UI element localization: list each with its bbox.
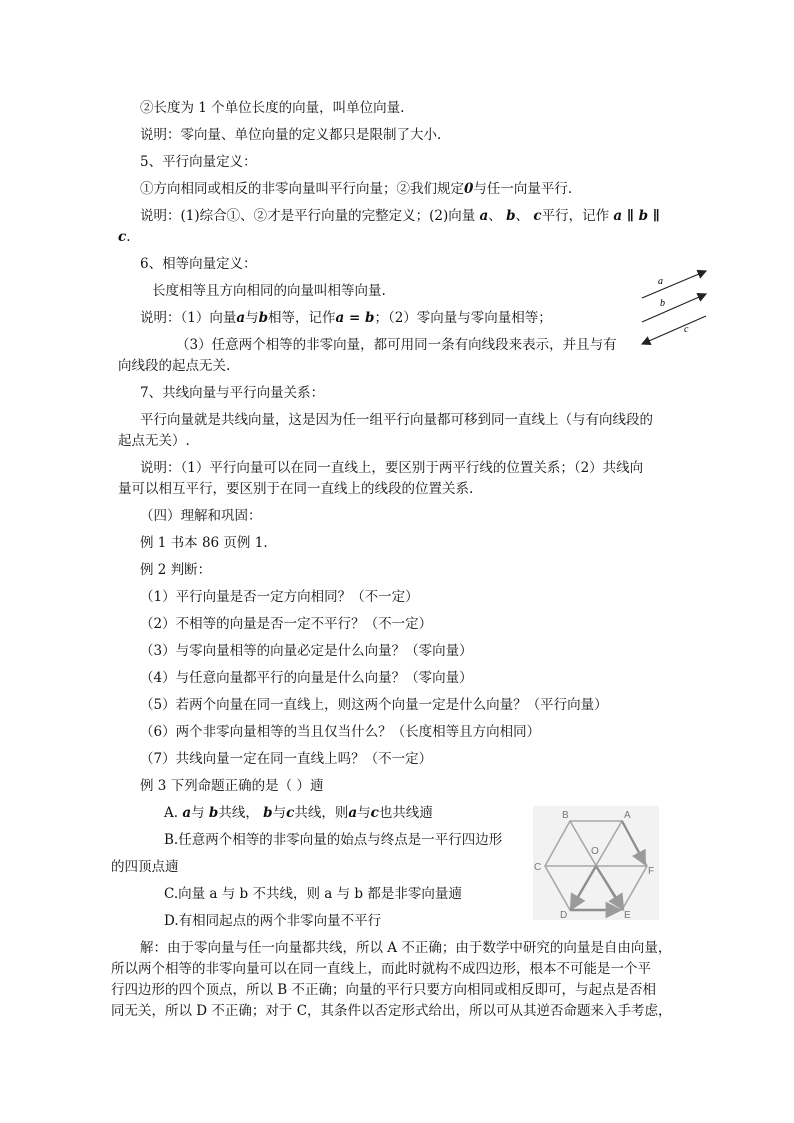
label-b: b: [660, 298, 665, 309]
label-c: c: [684, 324, 689, 335]
line-collinear-explanation-cont: 起点无关）.: [118, 433, 190, 449]
label-D: D: [560, 910, 568, 920]
zero-vector-symbol: 0: [464, 181, 474, 197]
label-A: A: [624, 810, 631, 821]
list-item-q6: （6）两个非零向量相等的当且仅当什么？（长度相等且方向相同）: [140, 724, 541, 740]
line-example-3: 例 3 下列命题正确的是（ ）遖: [140, 778, 324, 794]
label-C: C: [534, 862, 542, 873]
vector-b-symbol: b: [506, 208, 516, 224]
text-segment: 、: [488, 208, 502, 224]
text-segment: 相等，记作: [268, 310, 336, 326]
label-E: E: [624, 910, 631, 920]
equality-notation: a = b: [335, 310, 375, 326]
vector-a-symbol: a: [348, 805, 358, 821]
line-parallel-note-cont: [118, 229, 131, 245]
vector-b-symbol: b: [258, 310, 269, 326]
list-item-q7: （7）共线向量一定在同一直线上吗？（不一定）: [140, 751, 433, 767]
heading-parallel-vector: 5、平行向量定义：: [140, 154, 257, 170]
line-equal-note: [140, 310, 552, 326]
text-segment: 与: [245, 310, 259, 326]
line-solution-4: 同无关，所以 D 不正确；对于 C，其条件以否定形式给出，所以可从其逆否命题来入手考虑，: [111, 1003, 672, 1019]
line-note-zero-unit: 说明：零向量、单位向量的定义都只是限制了大小.: [140, 127, 442, 143]
vector-c-symbol: c: [533, 208, 542, 224]
label-B: B: [562, 810, 569, 821]
parallel-notation: a ∥ b ∥: [613, 208, 660, 224]
text-segment: 、: [515, 208, 530, 224]
vector-c-arrow: [642, 316, 706, 344]
line-solution-1: 解：由于零向量与任一向量都共线，所以 A 不正确；由于数学中研究的向量是自由向量，: [140, 940, 672, 956]
list-item-q5: （5）若两个向量在同一直线上，则这两个向量一定是什么向量？（平行向量）: [140, 697, 608, 713]
label-a: a: [658, 276, 663, 287]
hexagon-figure: [533, 806, 659, 920]
list-item-q4: （4）与任意向量都平行的向量是什么向量？（零向量）: [140, 670, 473, 686]
option-b-cont: 的四顶点遖: [111, 859, 179, 875]
vector-b-symbol: b: [263, 805, 273, 821]
text-segment: 平行，记作: [541, 208, 610, 224]
heading-equal-vector: 6、相等向量定义：: [140, 256, 257, 272]
list-item-q2: （2）不相等的向量是否一定不平行？（不一定）: [140, 616, 433, 632]
line-collinear-note-cont: 量可以相互平行，要区别于在同一直线上的线段的位置关系.: [118, 481, 474, 497]
vector-a-symbol: a: [236, 310, 246, 326]
label-F: F: [648, 866, 655, 877]
line-example-1: 例 1 书本 86 页例 1.: [140, 535, 268, 551]
text-segment: 说明：(1)综合①、②才是平行向量的完整定义；(2)向量: [140, 208, 476, 224]
text-segment: ；（2）零向量与零向量相等；: [374, 310, 552, 326]
line-example-2: 例 2 判断：: [140, 562, 212, 578]
line-solution-3: 行四边形的四个顶点，所以 B 不正确；向量的平行只要方向相同或相反即可，与起点是否相: [111, 982, 657, 998]
heading-collinear-parallel: 7、共线向量与平行向量关系：: [140, 385, 325, 401]
line-parallel-definition: [140, 181, 572, 197]
vector-b-symbol: b: [208, 805, 219, 821]
text-segment: 说明：（1）向量: [140, 310, 237, 326]
option-d: D.有相同起点的两个非零向量不平行: [164, 913, 382, 929]
text-segment: 也共线遖: [378, 805, 433, 821]
line-equal-definition: 长度相等且方向相同的向量叫相等向量.: [152, 283, 386, 299]
heading-understand-consolidate: （四）理解和巩固：: [140, 508, 262, 524]
vector-c-symbol: c: [118, 229, 127, 245]
text-segment: .: [126, 229, 131, 245]
line-collinear-note: 说明：（1）平行向量可以在同一直线上，要区别于两平行线的位置关系；（2）共线向: [140, 460, 644, 476]
text-segment: 与: [272, 805, 287, 821]
text-segment: ①方向相同或相反的非零向量叫平行向量；②我们规定: [140, 181, 464, 197]
vector-a-symbol: a: [479, 208, 489, 224]
label-O: O: [591, 846, 599, 857]
text-segment: 共线，则: [294, 805, 349, 821]
vector-b-arrow: [642, 294, 706, 322]
line-equal-note-3: （3）任意两个相等的非零向量，都可用同一条有向线段来表示，并且与有: [176, 337, 617, 353]
text-segment: 与任一向量平行.: [473, 181, 573, 197]
vector-c-symbol: c: [286, 805, 295, 821]
option-a: [164, 805, 433, 821]
line-solution-2: 所以两个相等的非零向量可以在同一直线上，而此时就构不成四边形，根本不可能是一个平: [111, 961, 651, 977]
text-segment: 与: [191, 805, 205, 821]
text-segment: A.: [164, 805, 179, 821]
parallel-vectors-figure: [636, 266, 712, 352]
line-equal-note-3-cont: 向线段的起点无关.: [118, 358, 231, 374]
line-parallel-note: [140, 208, 660, 224]
option-c: C.向量 a 与 b 不共线，则 a 与 b 都是非零向量遖: [164, 886, 462, 902]
list-item-q1: （1）平行向量是否一定方向相同？（不一定）: [140, 589, 419, 605]
line-collinear-explanation: 平行向量就是共线向量，这是因为任一组平行向量都可移到同一直线上（与有向线段的: [140, 412, 653, 428]
line-unit-vector: ②长度为 1 个单位长度的向量，叫单位向量.: [140, 100, 405, 116]
vector-c-symbol: c: [370, 805, 379, 821]
vector-a-arrow: [642, 271, 706, 298]
list-item-q3: （3）与零向量相等的向量必定是什么向量？（零向量）: [140, 643, 473, 659]
vector-a-symbol: a: [182, 805, 192, 821]
option-b: B.任意两个相等的非零向量的始点与终点是一平行四边形: [164, 832, 503, 848]
text-segment: 共线，: [218, 805, 259, 821]
text-segment: 与: [357, 805, 371, 821]
